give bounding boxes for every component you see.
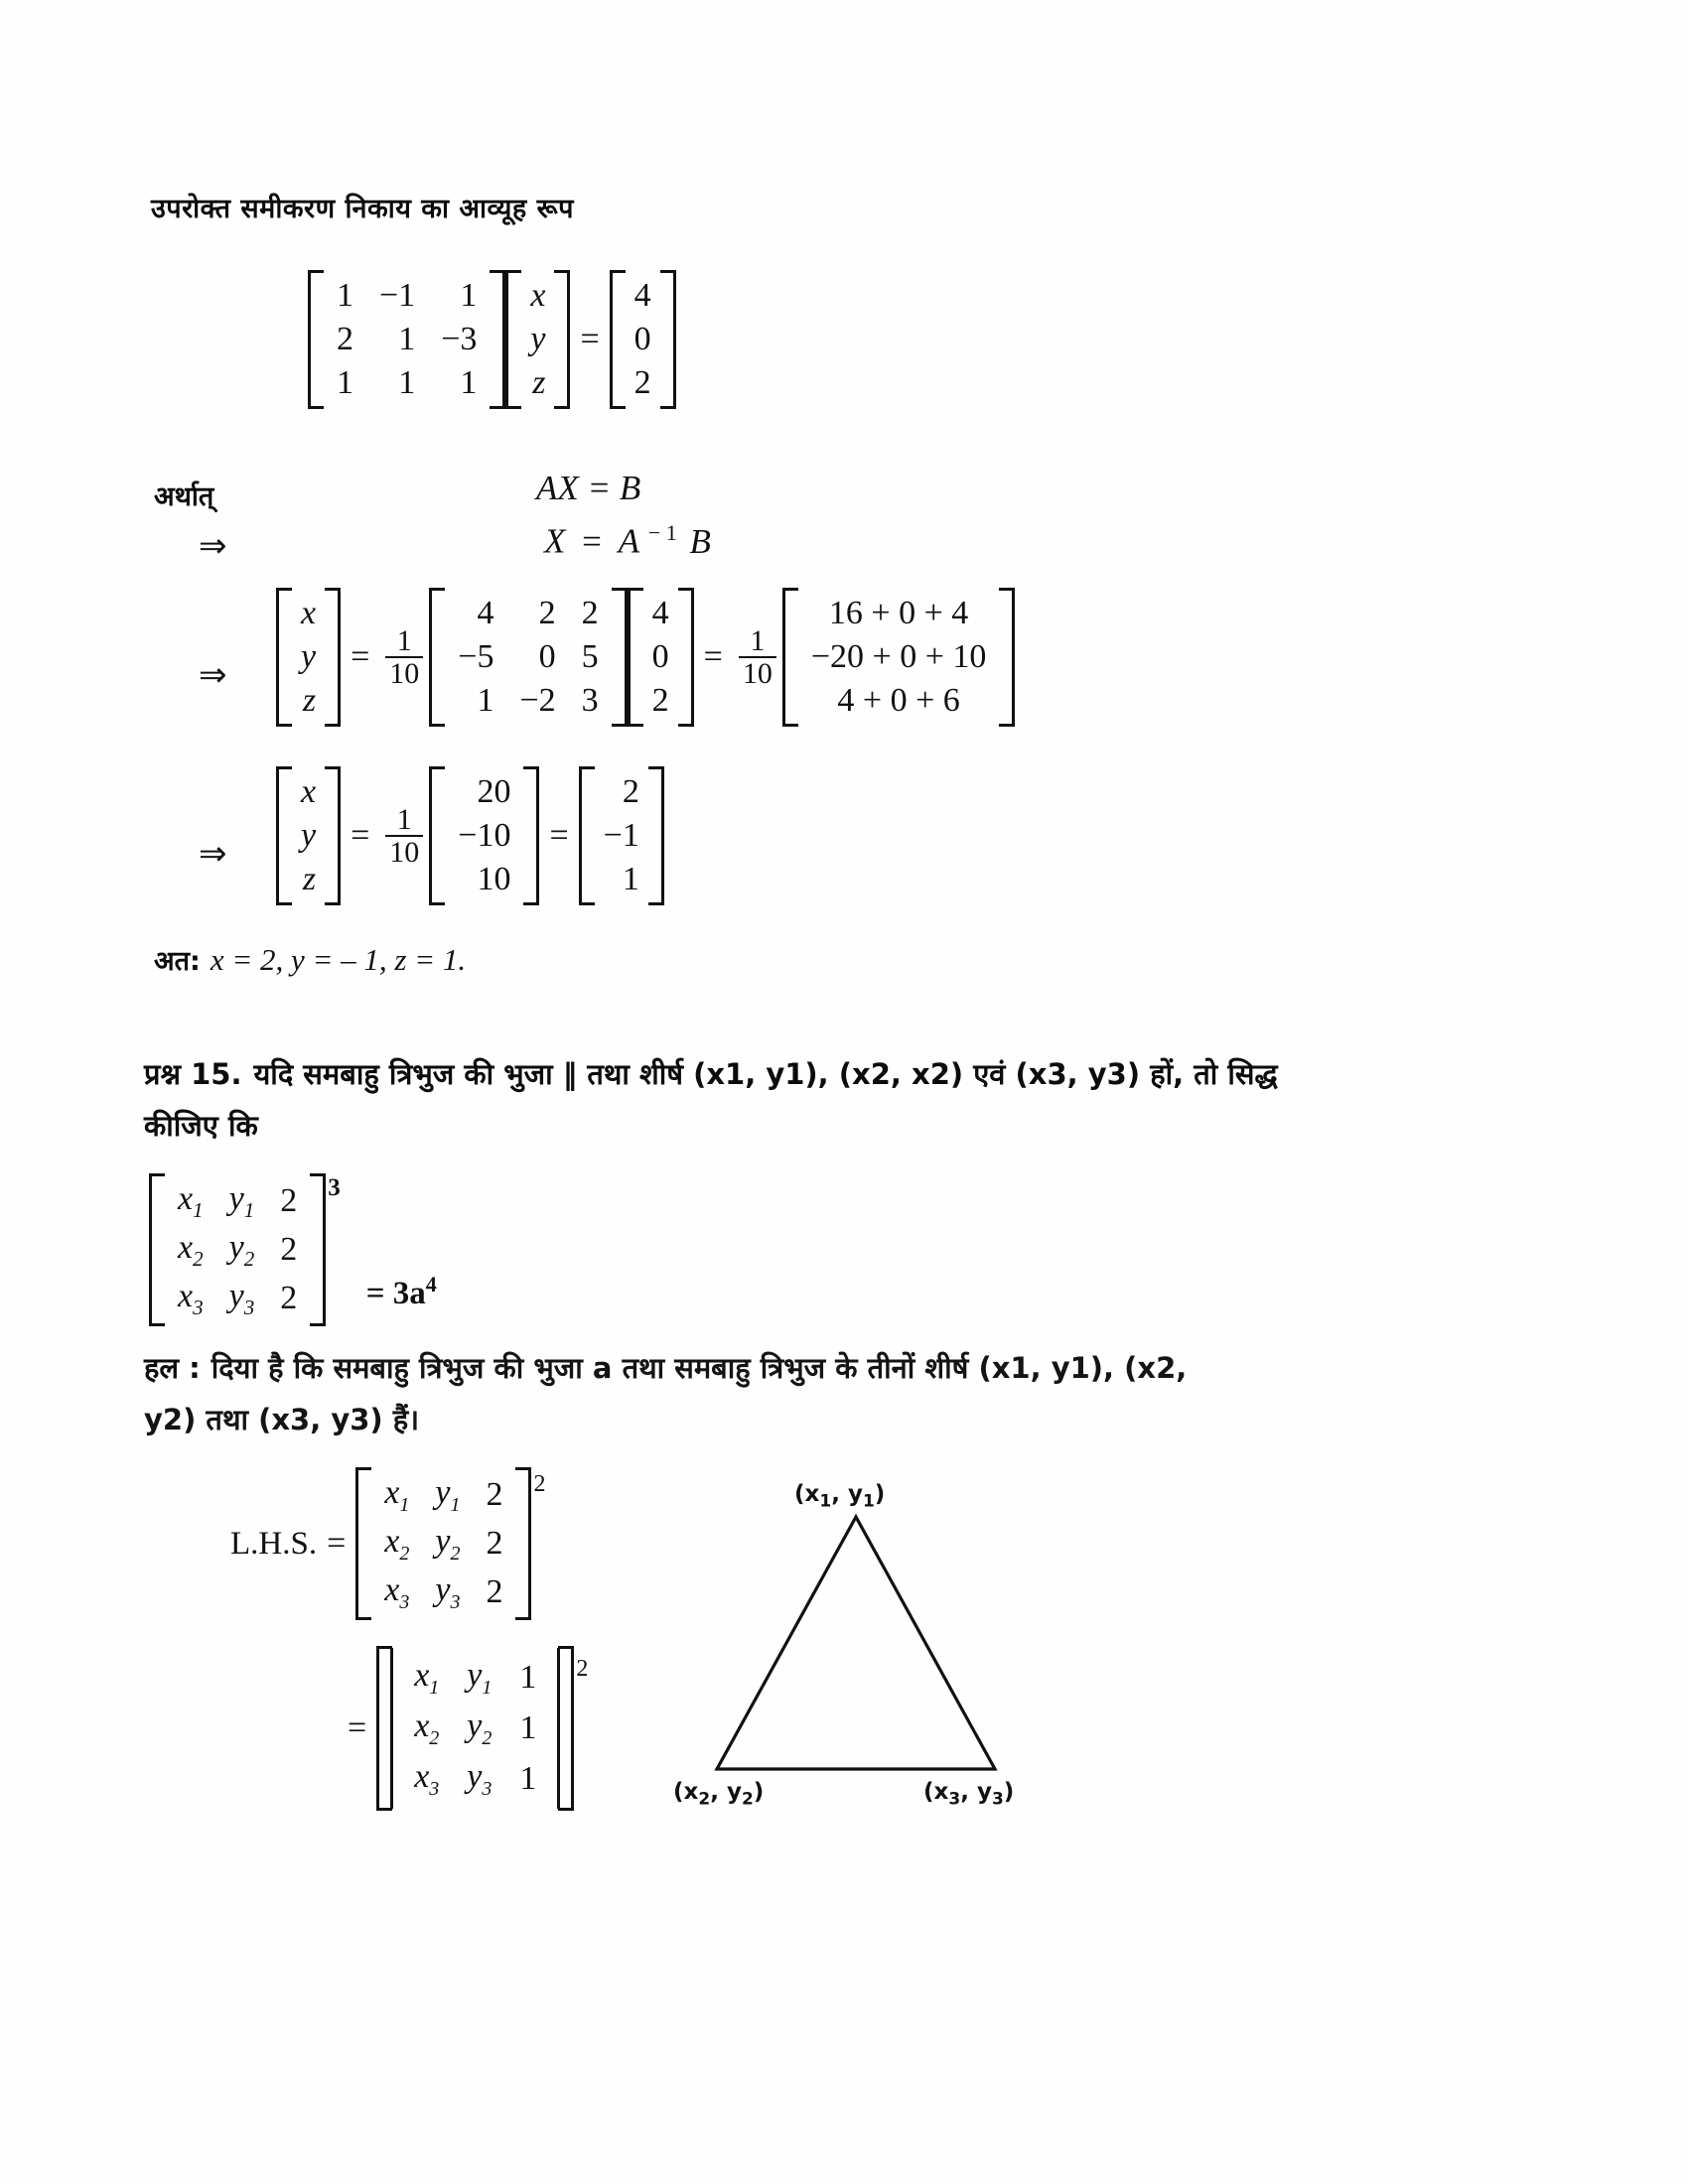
matrix-cell: $y_2$: [467, 1706, 492, 1749]
matrix-cell: $y_2$: [228, 1228, 255, 1271]
statement-matrix: [149, 1173, 326, 1326]
matrix-cell: 2: [633, 364, 651, 401]
step-one-equation: [276, 588, 1015, 727]
matrix-equation-axb: [308, 270, 676, 409]
product-vector: [782, 588, 1016, 727]
matrix-cell: $x_3$: [384, 1570, 410, 1613]
matrix-row: [165, 1226, 310, 1275]
solution-label: हल :: [144, 1351, 201, 1385]
inverse-exponent: − 1: [647, 520, 677, 545]
matrix-cell: 3: [581, 682, 599, 719]
question-text: यदि समबाहु त्रिभुज की भुजा ‖ तथा शीर्ष (x1, y1), (x2, x2) एवं (x3, y3) हों, तो सिद्ध: [253, 1057, 1278, 1091]
matrix-cell: x: [530, 277, 546, 314]
solution-text: दिया है कि समबाहु त्रिभुज की भुजा a तथा समबाहु त्रिभुज के तीनों शीर्ष (x1, y1), (x2,: [211, 1351, 1188, 1385]
matrix-cell: 1: [519, 1709, 537, 1747]
xyz-vector: [276, 766, 341, 905]
denominator: 10: [739, 656, 776, 690]
variable-vector: [505, 270, 570, 409]
step-two-equation: [276, 766, 664, 905]
matrix-cell: 20: [477, 773, 511, 810]
denominator: 10: [385, 656, 423, 690]
matrix-cell: y: [301, 817, 317, 854]
matrix-cell: z: [532, 364, 546, 401]
matrix-cell: 4 + 0 + 6: [837, 682, 960, 719]
constant-vector: [610, 270, 676, 409]
x-equals-a-inverse-b: [544, 520, 711, 562]
matrix-cell: x: [301, 595, 317, 631]
coefficient-matrix: [308, 270, 505, 409]
matrix-cell: 1: [477, 682, 494, 719]
matrix-cell: y: [301, 638, 317, 675]
numeric-vector: [429, 766, 539, 905]
matrix-cell: $x_2$: [384, 1522, 410, 1565]
matrix-row: [401, 1705, 549, 1753]
matrix-cell: 10: [477, 861, 511, 897]
matrix-cell: y: [530, 321, 546, 357]
a-symbol: A: [618, 521, 640, 561]
numerator: 1: [750, 623, 766, 657]
matrix-row: [371, 1471, 515, 1520]
lhs-exponent: 2: [533, 1470, 546, 1497]
matrix-cell: −5: [458, 638, 494, 675]
nested-determinant: [390, 1648, 560, 1809]
question-15-line-2: कीजिए कि: [144, 1109, 258, 1143]
matrix-cell: 0: [633, 321, 651, 357]
matrix-cell: 2: [486, 1572, 503, 1610]
matrix-cell: 2: [280, 1279, 298, 1316]
section-heading: उपरोक्त समीकरण निकाय का आव्यूह रूप: [151, 194, 574, 224]
matrix-cell: 4: [477, 595, 494, 631]
matrix-cell: 2: [538, 595, 556, 631]
matrix-cell: $x_2$: [178, 1228, 204, 1271]
implies-arrow-1: ⇒: [199, 528, 227, 565]
solution-line-2: y2) तथा (x3, y3) हैं।: [144, 1403, 420, 1436]
matrix-cell: 1: [460, 277, 478, 314]
matrix-cell: 2: [651, 682, 669, 719]
matrix-cell: $x_3$: [414, 1757, 440, 1800]
x-symbol: X: [544, 521, 566, 561]
matrix-cell: 1: [398, 321, 416, 357]
denominator: 10: [385, 835, 423, 869]
matrix-cell: 5: [581, 638, 599, 675]
matrix-cell: 1: [622, 861, 639, 897]
matrix-cell: $x_2$: [414, 1706, 440, 1749]
solution-line-1: [144, 1348, 1554, 1387]
equals-sign: =: [703, 638, 723, 675]
matrix-cell: 1: [460, 364, 478, 401]
one-over-ten-fraction: [385, 625, 423, 690]
matrix-cell: 2: [581, 595, 599, 631]
equals-sign: =: [580, 321, 600, 357]
matrix-row: [324, 274, 490, 318]
one-over-ten-fraction: [385, 804, 423, 869]
lhs-second-expression: [338, 1646, 589, 1811]
matrix-row: [165, 1275, 310, 1323]
matrix-cell: −20 + 0 + 10: [810, 638, 987, 675]
numerator: 1: [396, 802, 412, 836]
matrix-cell: 2: [280, 1182, 298, 1220]
question-15-statement: [149, 1173, 437, 1326]
numerator: 1: [396, 623, 412, 657]
matrix-row: [324, 318, 490, 361]
matrix-cell: $x_1$: [414, 1657, 440, 1699]
statement-exponent: 3: [328, 1174, 341, 1202]
matrix-cell: $y_3$: [435, 1570, 461, 1613]
arthat-label: अर्थात्: [154, 481, 214, 512]
adjoint-matrix: [429, 588, 627, 727]
equals-sign: =: [351, 638, 370, 675]
question-number: प्रश्न 15.: [144, 1057, 242, 1091]
implies-arrow-3: ⇒: [199, 836, 227, 873]
matrix-cell: 1: [337, 364, 353, 401]
matrix-cell: 1: [337, 277, 353, 314]
xyz-vector: [276, 588, 341, 727]
matrix-row: [371, 1569, 515, 1617]
matrix-cell: 2: [622, 773, 639, 810]
vertex-label-top: ($x_1$, $y_1$): [794, 1481, 886, 1512]
matrix-cell: 1: [398, 364, 416, 401]
matrix-row: [401, 1654, 549, 1703]
b-vector: [628, 588, 694, 727]
statement-rhs: = $3a^4$: [365, 1272, 437, 1312]
matrix-cell: $y_1$: [228, 1180, 255, 1222]
matrix-cell: −3: [441, 321, 478, 357]
matrix-cell: $y_1$: [435, 1474, 461, 1516]
matrix-cell: z: [302, 682, 317, 719]
matrix-cell: −1: [379, 277, 416, 314]
matrix-row: [165, 1177, 310, 1226]
matrix-cell: 2: [486, 1476, 503, 1514]
matrix-cell: 16 + 0 + 4: [828, 595, 969, 631]
lhs-matrix: [355, 1467, 531, 1620]
matrix-row: [324, 361, 490, 405]
matrix-cell: 2: [486, 1525, 503, 1563]
matrix-cell: z: [302, 861, 317, 897]
conclusion-line: [154, 941, 466, 978]
matrix-cell: $x_1$: [178, 1180, 204, 1222]
lhs-expression: [230, 1467, 546, 1620]
matrix-cell: 4: [633, 277, 651, 314]
matrix-cell: $y_3$: [467, 1757, 492, 1800]
implies-arrow-2: ⇒: [199, 657, 227, 694]
matrix-row: [401, 1755, 549, 1804]
matrix-cell: 2: [337, 321, 353, 357]
nested-exponent: 2: [576, 1655, 589, 1682]
equals-sign: =: [351, 817, 370, 854]
matrix-cell: x: [301, 773, 317, 810]
equals-sign: =: [327, 1525, 347, 1563]
b-symbol: B: [689, 521, 711, 561]
matrix-cell: $x_3$: [178, 1277, 204, 1319]
result-vector: [579, 766, 664, 905]
vertex-label-bottom-left: ($x_2$, $y_2$): [673, 1779, 765, 1810]
matrix-cell: 0: [651, 638, 669, 675]
equals-sign: =: [549, 817, 569, 854]
equilateral-triangle-outline: [717, 1517, 995, 1769]
conclusion-prefix: अत:: [154, 946, 201, 977]
matrix-cell: 2: [280, 1231, 298, 1269]
conclusion-math: x = 2, y = – 1, z = 1.: [210, 942, 467, 977]
matrix-cell: $y_3$: [228, 1277, 255, 1319]
triangle-figure: [673, 1430, 1082, 1827]
one-over-ten-fraction-2: [739, 625, 776, 690]
matrix-cell: −2: [519, 682, 556, 719]
matrix-cell: 4: [651, 595, 669, 631]
matrix-cell: $x_1$: [384, 1474, 410, 1516]
question-15-line-1: [144, 1054, 1554, 1093]
equals-sign: =: [348, 1709, 367, 1747]
matrix-cell: −10: [458, 817, 511, 854]
matrix-row: [371, 1520, 515, 1569]
equals-sign: =: [582, 521, 602, 561]
matrix-cell: 1: [519, 1759, 537, 1797]
matrix-cell: $y_2$: [435, 1522, 461, 1565]
matrix-cell: $y_1$: [467, 1657, 492, 1699]
outer-bracket: [376, 1646, 574, 1811]
matrix-cell: 1: [519, 1659, 537, 1697]
vertex-label-bottom-right: ($x_3$, $y_3$): [923, 1779, 1015, 1810]
lhs-label: L.H.S.: [230, 1525, 318, 1562]
ax-equals-b: AX = B: [536, 469, 641, 507]
matrix-cell: 0: [538, 638, 556, 675]
matrix-cell: −1: [603, 817, 639, 854]
